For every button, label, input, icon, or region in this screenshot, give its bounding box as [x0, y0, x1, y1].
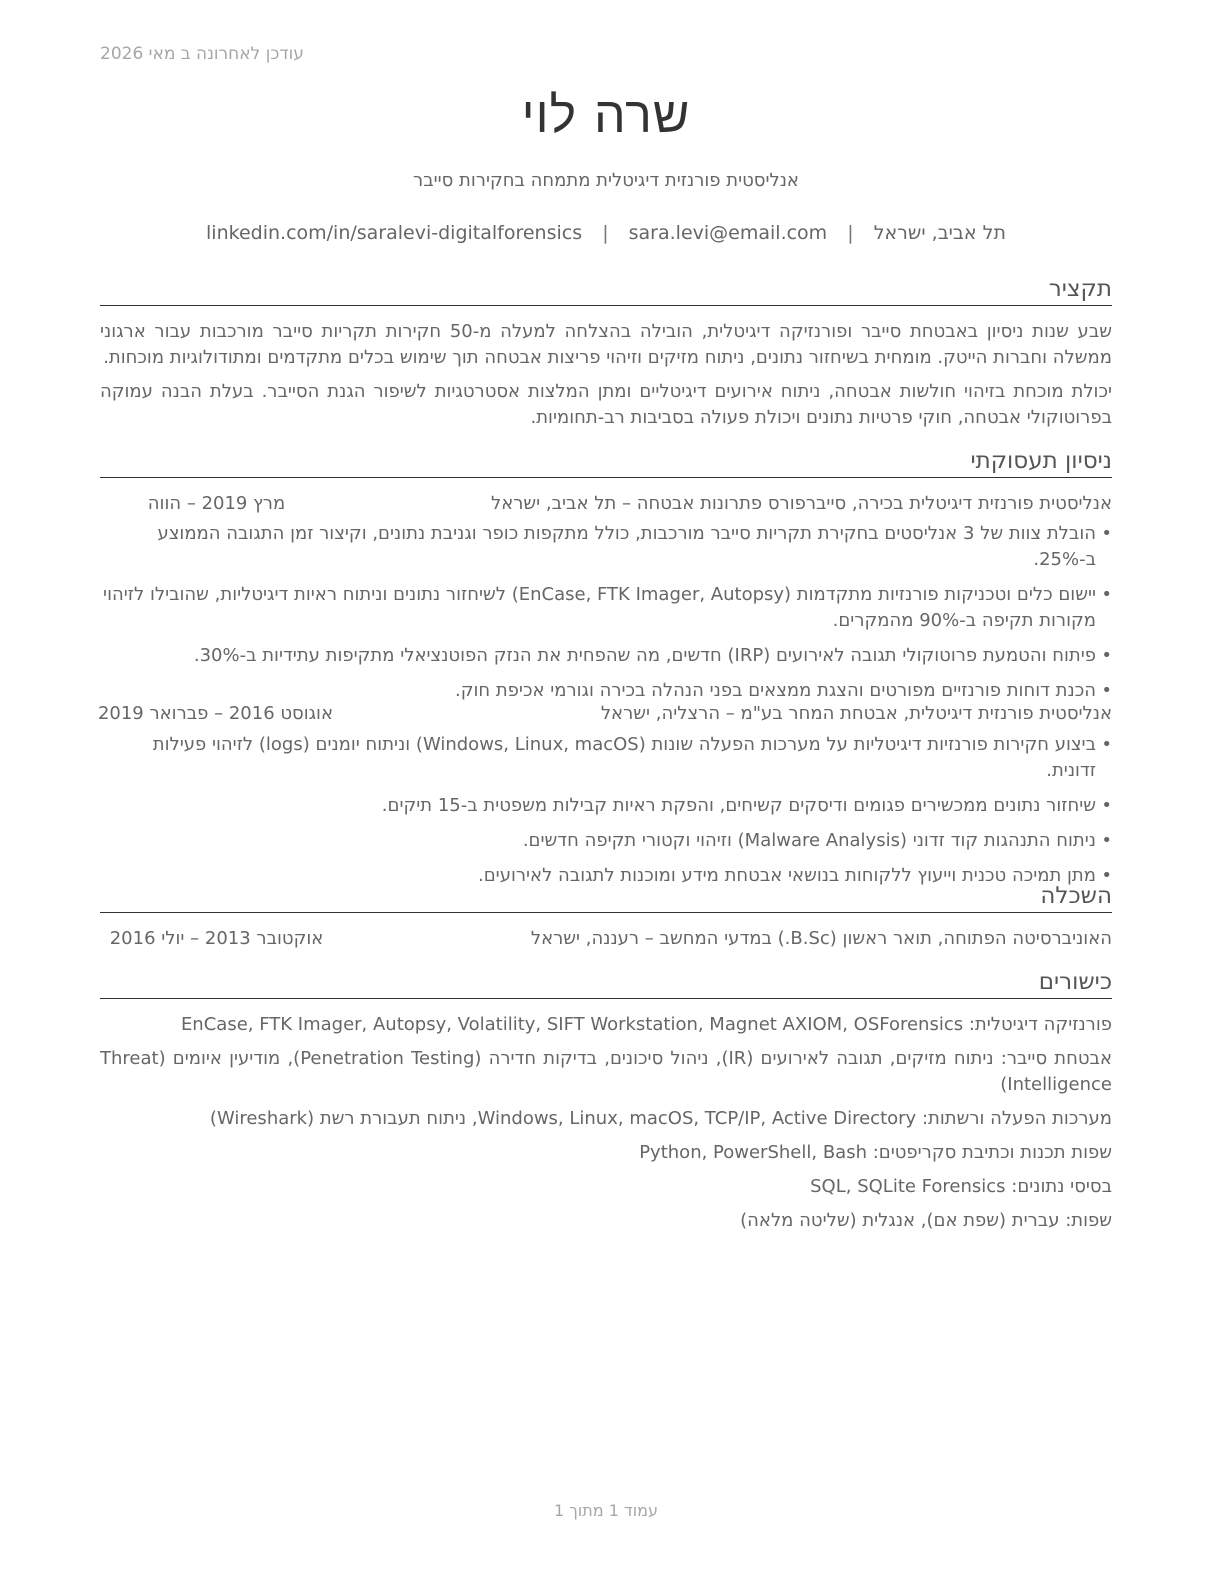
skill-item: בסיסי נתונים: SQL, SQLite Forensics	[810, 1176, 1112, 1197]
last-updated: עודכן לאחרונה ב מאי 2026	[100, 44, 304, 64]
summary-paragraph: יכולת מוכחת בזיהוי חולשות אבטחה, ניתוח אירועים דיגיטליים ומתן המלצות אסטרטגיות לשיפור הגנת הסייבר. בעלת הבנה עמוקה בפרוטוקולי אבטחה, חוקי פרטיות נתונים ויכולת פעולה בסביבות רב-תחומיות.	[100, 381, 1112, 428]
skill-item: אבטחת סייבר: ניתוח מזיקים, תגובה לאירועים (IR), ניהול סיכונים, בדיקות חדירה (Penetration Testing), מודיעין איומים (Threat Intelligence)	[100, 1048, 1113, 1095]
job-bullets	[100, 521, 1112, 713]
section-title-skills: כישורים	[100, 967, 1112, 999]
contact-separator: |	[602, 222, 609, 244]
skill-item: שפות: עברית (שפת אם), אנגלית (שליטה מלאה)	[740, 1210, 1112, 1231]
education-dates: אוקטובר 2013 – יולי 2016	[109, 928, 324, 949]
contact-line	[100, 222, 1112, 244]
summary-paragraph: שבע שנות ניסיון באבטחת סייבר ופורנזיקה דיגיטלית, הובילה בהצלחה למעלה מ-50 חקירות תקריות סייבר מורכבות עבור ארגוני ממשלה וחברות הייטק. מומחית בשיחזור נתונים, ניתוח מזיקים וזיהוי פריצות אבטחה תוך שימוש בכלים מתקדמים ומתודולוגיות מוכחות.	[100, 321, 1112, 368]
skill-item: מערכות הפעלה ורשתות: Windows, Linux, macOS, TCP/IP, Active Directory, ניתוח תעבורת רשת (Wireshark)	[209, 1108, 1112, 1129]
section-title-summary: תקציר	[100, 274, 1112, 306]
job-bullets	[100, 732, 1112, 898]
list-item: • פיתוח והטמעת פרוטוקולי תגובה לאירועים (IRP) חדשים, מה שהפחית את הנזק הפוטנציאלי מתקיפות עתידיות ב-30%.	[100, 643, 1112, 669]
skills-list	[100, 1012, 1112, 1242]
section-title-education: השכלה	[100, 881, 1112, 913]
resume-page	[97, 0, 1113, 1584]
page-number: עמוד 1 מתוך 1	[554, 1501, 658, 1520]
list-item: • הובלת צוות של 3 אנליסטים בחקירת תקריות סייבר מורכבות, כולל מתקפות כופר וגניבת נתונים, וקיצור זמן התגובה הממוצע ב-25%.	[100, 521, 1112, 573]
contact-email[interactable]: sara.levi@email.com	[628, 222, 828, 244]
contact-separator: |	[847, 222, 854, 244]
list-item: • הכנת דוחות פורנזיים מפורטים והצגת ממצאים בפני הנהלה בכירה וגורמי אכיפת חוק.	[100, 678, 1112, 704]
skill-item: שפות תכנות וכתיבת סקריפטים: Python, PowerShell, Bash	[639, 1142, 1112, 1163]
contact-location: תל אביב, ישראל	[873, 222, 1006, 244]
candidate-tagline: אנליסטית פורנזית דיגיטלית מתמחה בחקירות סייבר	[413, 170, 799, 191]
list-item: • יישום כלים וטכניקות פורנזיות מתקדמות (EnCase, FTK Imager, Autopsy) לשיחזור נתונים וניתוח ראיות דיגיטליות, שהובילו לזיהוי מקורות תקיפה ב-90% מהמקרים.	[100, 582, 1112, 634]
contact-linkedin[interactable]: linkedin.com/in/saralevi-digitalforensics	[206, 222, 583, 244]
candidate-name: שרה לוי	[521, 86, 691, 144]
list-item: • שיחזור נתונים ממכשירים פגומים ודיסקים קשיחים, והפקת ראיות קבילות משפטית ב-15 תיקים.	[100, 793, 1112, 819]
list-item: • ניתוח התנהגות קוד זדוני (Malware Analysis) וזיהוי וקטורי תקיפה חדשים.	[100, 828, 1112, 854]
skill-item: פורנזיקה דיגיטלית: EnCase, FTK Imager, Autopsy, Volatility, SIFT Workstation, Magnet AXIOM, OSForensics	[180, 1014, 1112, 1035]
list-item: • ביצוע חקירות פורנזיות דיגיטליות על מערכות הפעלה שונות (Windows, Linux, macOS) וניתוח יומנים (logs) לזיהוי פעילות זדונית.	[100, 732, 1112, 784]
job-dates: מרץ 2019 – הווה	[147, 493, 286, 514]
education-degree: האוניברסיטה הפתוחה, תואר ראשון (B.Sc.) במדעי המחשב – רעננה, ישראל	[530, 928, 1112, 949]
job-title: אנליסטית פורנזית דיגיטלית, אבטחת המחר בע"מ – הרצליה, ישראל	[600, 703, 1112, 724]
list-item: • מתן תמיכה טכנית וייעוץ ללקוחות בנושאי אבטחת מידע ומוכנות לתגובה לאירועים.	[100, 863, 1112, 889]
job-dates: אוגוסט 2016 – פברואר 2019	[97, 703, 333, 724]
section-title-experience: ניסיון תעסוקתי	[100, 446, 1112, 478]
job-title: אנליסטית פורנזית דיגיטלית בכירה, סייברפורס פתרונות אבטחה – תל אביב, ישראל	[490, 493, 1112, 514]
